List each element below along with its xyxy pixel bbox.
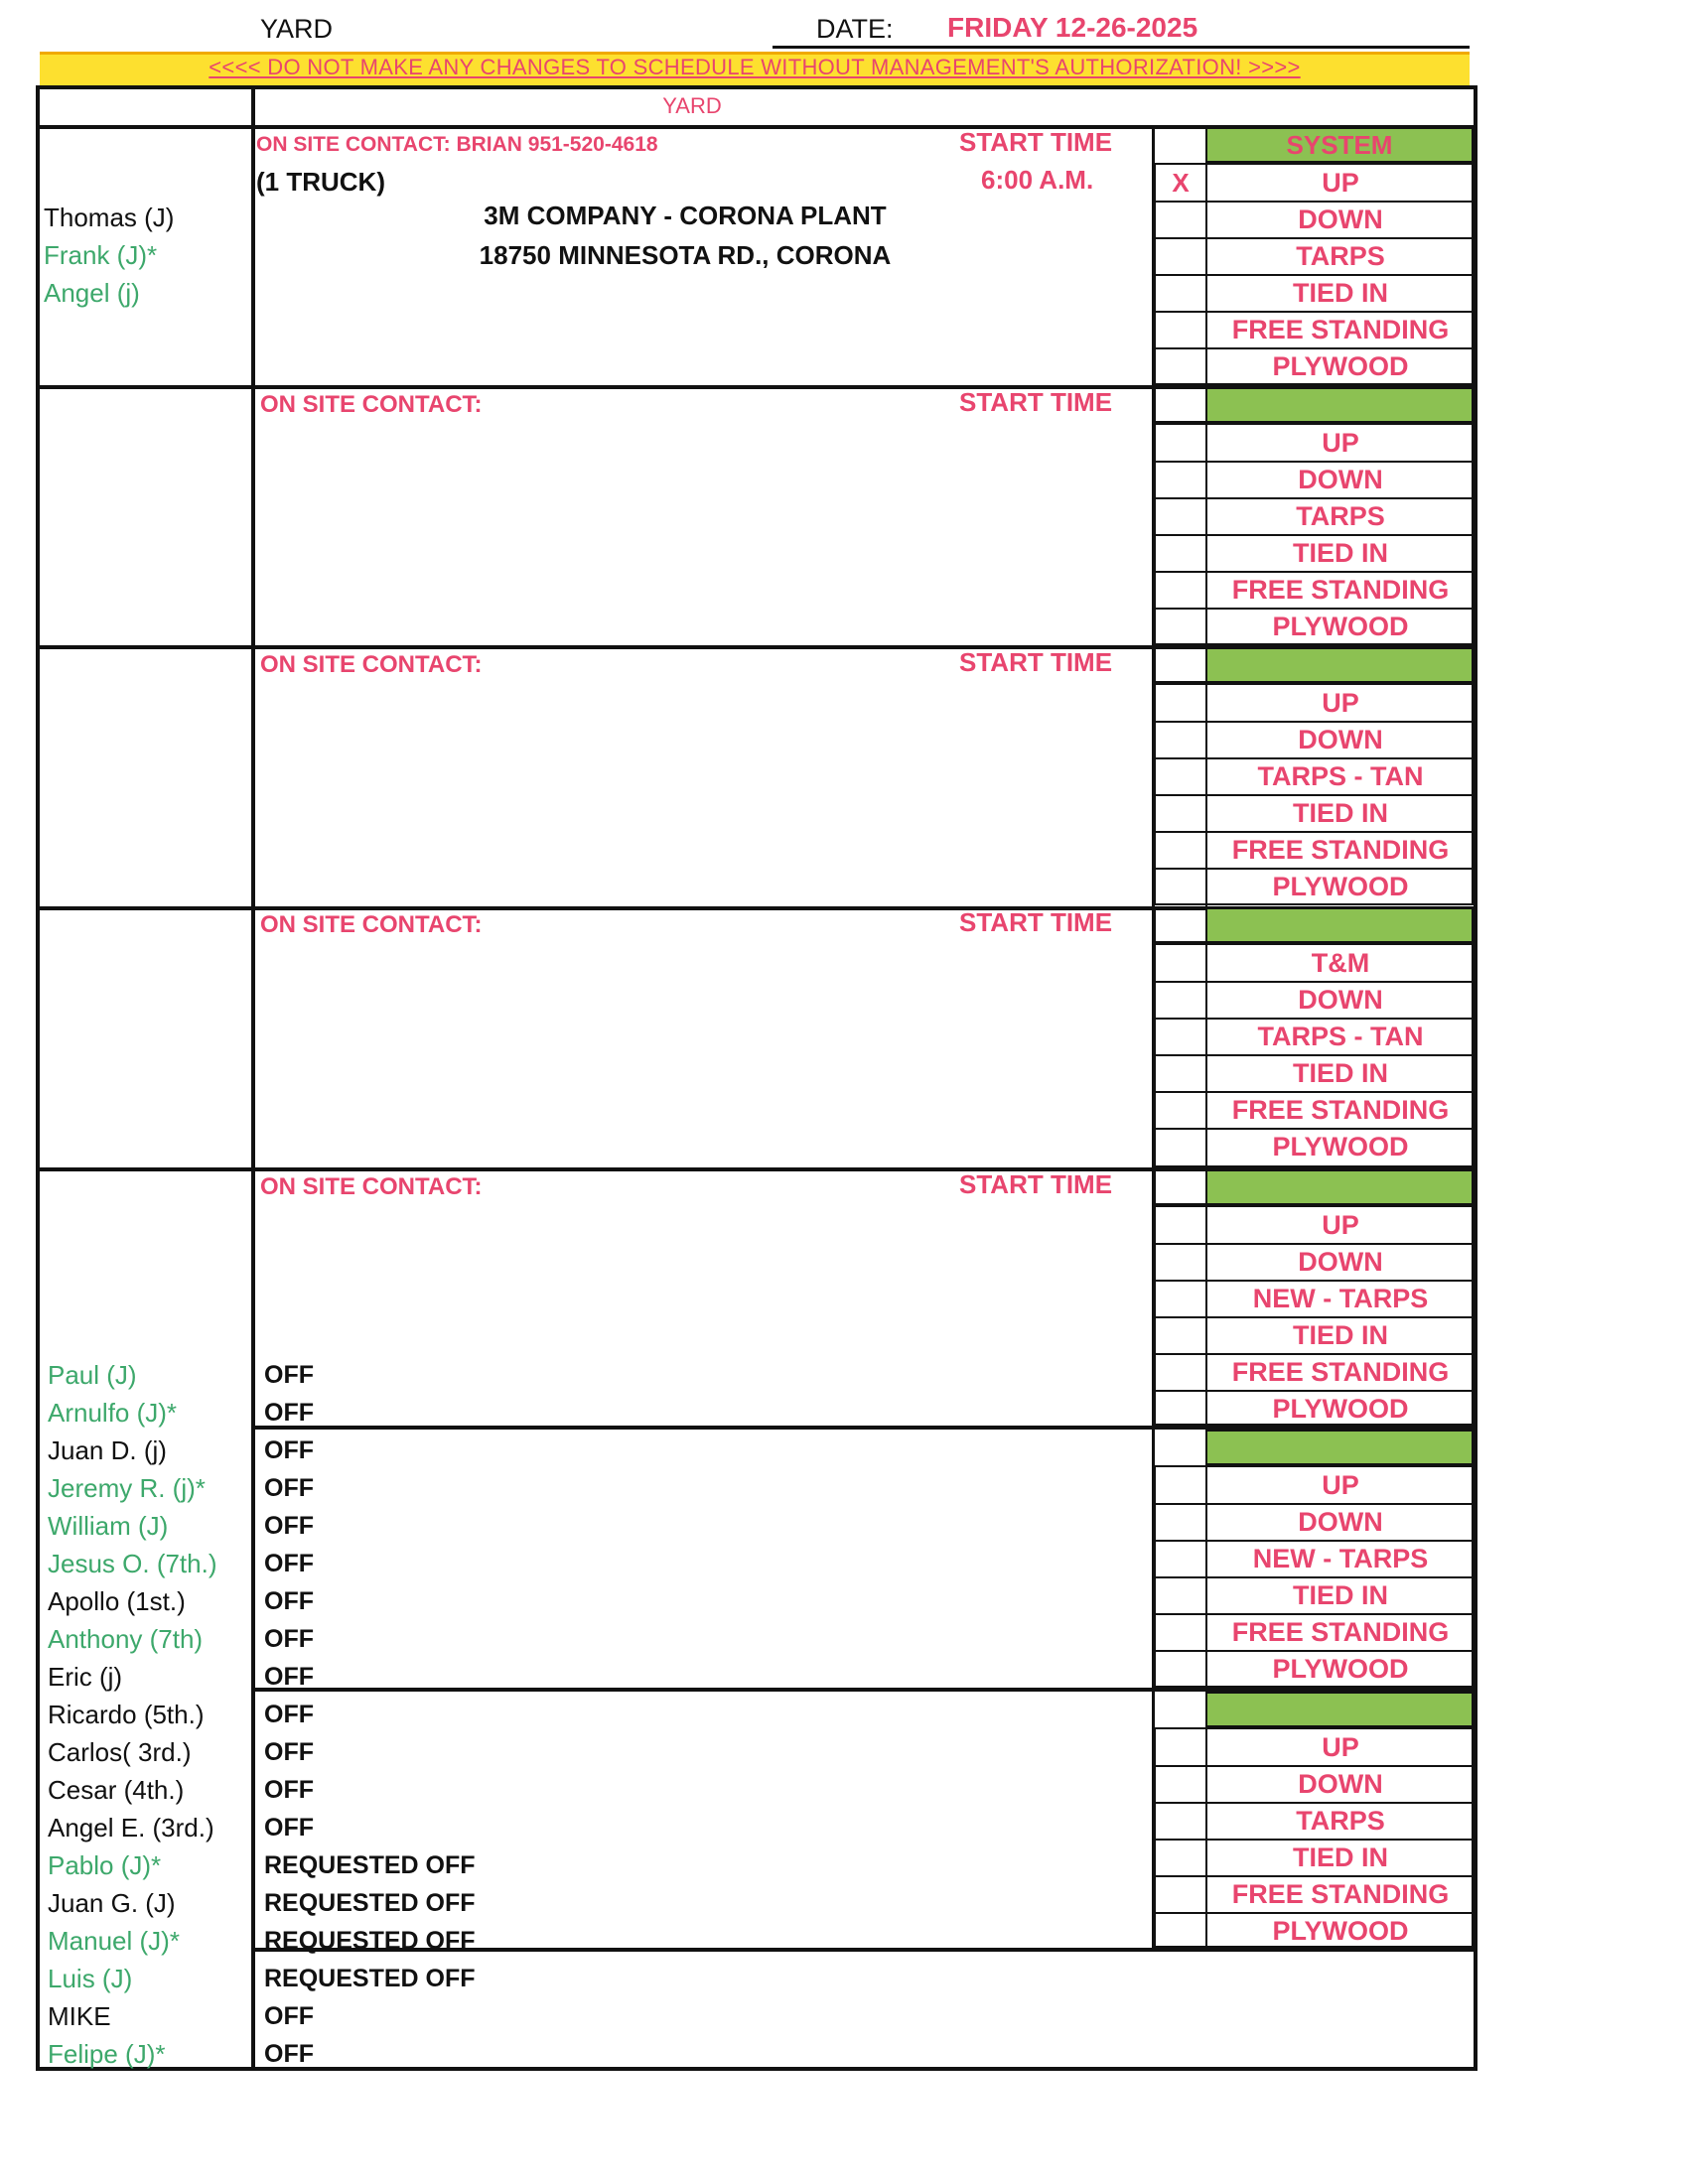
option-label: FREE STANDING: [1231, 575, 1450, 605]
roster-name: Pablo (J)*: [48, 1850, 162, 1880]
option-checkbox[interactable]: [1156, 1803, 1207, 1839]
roster-status: REQUESTED OFF: [264, 1889, 476, 1917]
roster-name: Jesus O. (7th.): [48, 1549, 217, 1578]
job1-contact: ON SITE CONTACT: BRIAN 951-520-4618: [256, 133, 658, 156]
option-row: [1156, 275, 1472, 313]
option-label: TIED IN: [1292, 1058, 1388, 1088]
option-label: FREE STANDING: [1231, 1879, 1450, 1909]
option-label: TARPS: [1296, 501, 1385, 531]
option-row: [1156, 869, 1472, 906]
yard-label: YARD: [260, 14, 334, 44]
option-row: [1156, 1840, 1472, 1877]
option-checkbox[interactable]: [1156, 685, 1207, 721]
option-checkbox[interactable]: [1156, 1207, 1207, 1243]
roster-status: REQUESTED OFF: [264, 1851, 476, 1879]
roster-status: OFF: [264, 1474, 314, 1502]
option-checkbox[interactable]: [1156, 1391, 1207, 1429]
option-row: [1156, 1281, 1472, 1318]
option-checkbox[interactable]: [1156, 572, 1207, 608]
option-label: FREE STANDING: [1231, 835, 1450, 865]
option-checkbox[interactable]: [1156, 1055, 1207, 1091]
roster-status: OFF: [264, 1361, 314, 1389]
job6-options: [1154, 1465, 1474, 1688]
option-checkbox[interactable]: [1156, 1541, 1207, 1576]
table-title: YARD: [662, 93, 722, 118]
roster-name: Manuel (J)*: [48, 1926, 180, 1956]
option-row: [1156, 535, 1472, 573]
option-checkbox[interactable]: [1156, 1614, 1207, 1650]
job4-start-label: START TIME: [959, 907, 1113, 937]
job1-start-label: START TIME: [959, 127, 1113, 157]
option-label: DOWN: [1298, 1507, 1383, 1537]
option-checkbox[interactable]: [1156, 462, 1207, 497]
roster-status: OFF: [264, 1625, 314, 1653]
job4-contact: ON SITE CONTACT:: [260, 911, 483, 938]
roster-status: OFF: [264, 2002, 314, 2030]
option-label: TIED IN: [1292, 1320, 1388, 1350]
option-checkbox[interactable]: [1156, 425, 1207, 461]
job3-contact: ON SITE CONTACT:: [260, 651, 483, 678]
option-label: DOWN: [1298, 985, 1383, 1015]
option-row: [1156, 165, 1472, 203]
option-row: [1156, 1317, 1472, 1355]
option-checkbox[interactable]: [1156, 1354, 1207, 1390]
roster-status: OFF: [264, 1814, 314, 1842]
roster-name: Cesar (4th.): [48, 1775, 185, 1805]
option-checkbox[interactable]: [1156, 1281, 1207, 1316]
crew-member: Angel (j): [44, 278, 140, 308]
option-checkbox[interactable]: [1156, 202, 1207, 237]
option-checkbox[interactable]: [1156, 1504, 1207, 1540]
job7-options: [1154, 1727, 1474, 1948]
option-row: [1156, 832, 1472, 870]
job7-header-bar: [1205, 1692, 1474, 1727]
option-row: [1156, 795, 1472, 833]
job1-company: 3M COMPANY - CORONA PLANT: [484, 201, 887, 230]
roster-status: OFF: [264, 1776, 314, 1804]
roster-status: OFF: [264, 1663, 314, 1691]
date-underline: [773, 46, 1470, 49]
option-checkbox[interactable]: [1156, 758, 1207, 794]
option-row: [1156, 1614, 1472, 1652]
option-checkbox[interactable]: [1156, 722, 1207, 757]
option-row: [1156, 758, 1472, 796]
option-row: [1156, 238, 1472, 276]
option-label: TARPS - TAN: [1257, 1022, 1424, 1051]
roster-status: OFF: [264, 1701, 314, 1728]
option-label: UP: [1322, 168, 1359, 198]
option-checkbox[interactable]: [1156, 1019, 1207, 1054]
job3-options: [1154, 683, 1474, 905]
job2-header-square: [1154, 387, 1207, 423]
job1-start-value: 6:00 A.M.: [981, 165, 1094, 195]
option-label: UP: [1322, 1732, 1359, 1762]
job2-start-label: START TIME: [959, 387, 1113, 417]
option-row: [1156, 425, 1472, 463]
option-label: T&M: [1311, 948, 1370, 978]
job1-address: 18750 MINNESOTA RD., CORONA: [479, 240, 892, 270]
roster-status: OFF: [264, 1399, 314, 1427]
option-row: [1156, 1803, 1472, 1841]
option-label: UP: [1322, 428, 1359, 458]
option-checkbox[interactable]: [1156, 945, 1207, 981]
option-label: UP: [1322, 688, 1359, 718]
job4-options: [1154, 943, 1474, 1167]
roster-status: REQUESTED OFF: [264, 1965, 476, 1992]
roster-name: MIKE: [48, 2001, 111, 2031]
option-row: [1156, 1055, 1472, 1093]
option-label: TIED IN: [1292, 278, 1388, 308]
option-label: FREE STANDING: [1231, 1095, 1450, 1125]
option-row: [1156, 1913, 1472, 1951]
option-row: [1156, 462, 1472, 499]
job5-contact: ON SITE CONTACT:: [260, 1173, 483, 1200]
job1-trucks: (1 TRUCK): [256, 167, 385, 197]
option-label: DOWN: [1298, 1769, 1383, 1799]
option-label: TIED IN: [1292, 798, 1388, 828]
roster-names: [48, 1356, 217, 2073]
job5-start-label: START TIME: [959, 1169, 1113, 1199]
job3-header-square: [1154, 647, 1207, 683]
roster-name: Ricardo (5th.): [48, 1700, 205, 1729]
date-label: DATE:: [816, 14, 894, 44]
option-checkbox[interactable]: X: [1156, 165, 1207, 201]
roster-status: OFF: [264, 1587, 314, 1615]
option-row: [1156, 609, 1472, 646]
option-label: PLYWOOD: [1272, 872, 1409, 901]
option-row: [1156, 722, 1472, 759]
job5-header-bar: [1205, 1169, 1474, 1205]
job3-header-bar: [1205, 647, 1474, 683]
option-label: TIED IN: [1292, 1843, 1388, 1872]
system-header-bar: SYSTEM: [1205, 127, 1474, 163]
option-checkbox[interactable]: [1156, 1913, 1207, 1951]
option-checkbox[interactable]: [1156, 312, 1207, 347]
option-label: TARPS - TAN: [1257, 761, 1424, 791]
job6-header-bar: [1205, 1430, 1474, 1465]
option-row: [1156, 1729, 1472, 1767]
option-label: FREE STANDING: [1231, 1617, 1450, 1647]
option-row: [1156, 1244, 1472, 1282]
option-row: [1156, 1129, 1472, 1166]
option-label: PLYWOOD: [1272, 1916, 1409, 1946]
option-label: PLYWOOD: [1272, 612, 1409, 641]
option-label: FREE STANDING: [1231, 315, 1450, 344]
option-row: [1156, 1207, 1472, 1245]
option-checkbox[interactable]: [1156, 1317, 1207, 1353]
roster-name: William (J): [48, 1511, 169, 1541]
crew-member: Frank (J)*: [44, 240, 158, 270]
option-label: TARPS: [1296, 241, 1385, 271]
roster-name: Luis (J): [48, 1964, 133, 1993]
option-checkbox[interactable]: [1156, 982, 1207, 1018]
option-row: [1156, 202, 1472, 239]
job4-header-bar: [1205, 907, 1474, 943]
option-label: DOWN: [1298, 725, 1383, 754]
option-row: [1156, 1019, 1472, 1056]
option-row: [1156, 1651, 1472, 1689]
option-row: [1156, 1354, 1472, 1392]
job2-header-bar: [1205, 387, 1474, 423]
option-row: [1156, 572, 1472, 610]
option-label: TIED IN: [1292, 538, 1388, 568]
roster-name: Juan D. (j): [48, 1435, 167, 1465]
job1-options: [1154, 163, 1474, 385]
option-row: [1156, 1391, 1472, 1429]
option-row: [1156, 1766, 1472, 1804]
job1-crew: [44, 199, 174, 312]
job2-contact: ON SITE CONTACT:: [260, 391, 483, 418]
roster-name: Felipe (J)*: [48, 2039, 166, 2069]
option-checkbox[interactable]: [1156, 1876, 1207, 1912]
roster-name: Eric (j): [48, 1662, 123, 1692]
option-row: [1156, 1467, 1472, 1505]
job3-start-label: START TIME: [959, 647, 1113, 677]
option-checkbox[interactable]: [1156, 795, 1207, 831]
option-row: [1156, 498, 1472, 536]
roster-status: OFF: [264, 1550, 314, 1577]
roster-name: Juan G. (J): [48, 1888, 176, 1918]
option-checkbox[interactable]: [1156, 1092, 1207, 1128]
option-label: FREE STANDING: [1231, 1357, 1450, 1387]
option-checkbox[interactable]: [1156, 1729, 1207, 1765]
option-checkbox[interactable]: [1156, 1651, 1207, 1689]
option-checkbox[interactable]: [1156, 275, 1207, 311]
option-label: DOWN: [1298, 1247, 1383, 1277]
option-row: [1156, 1577, 1472, 1615]
option-label: TARPS: [1296, 1806, 1385, 1836]
roster-name: Angel E. (3rd.): [48, 1813, 214, 1843]
option-checkbox[interactable]: [1156, 1467, 1207, 1503]
roster-name: Anthony (7th): [48, 1624, 204, 1654]
option-row: [1156, 1504, 1472, 1542]
date-value: FRIDAY 12-26-2025: [947, 12, 1198, 43]
roster-status: OFF: [264, 1436, 314, 1464]
roster-name: Apollo (1st.): [48, 1586, 186, 1616]
option-label: DOWN: [1298, 465, 1383, 494]
option-checkbox[interactable]: [1156, 498, 1207, 534]
roster-name: Jeremy R. (j)*: [48, 1473, 206, 1503]
names-column-divider: [251, 85, 255, 2071]
option-label: NEW - TARPS: [1252, 1284, 1429, 1313]
option-checkbox[interactable]: [1156, 609, 1207, 646]
option-label: PLYWOOD: [1272, 1132, 1409, 1161]
option-row: [1156, 1876, 1472, 1914]
roster-name: Arnulfo (J)*: [48, 1398, 178, 1428]
option-checkbox[interactable]: [1156, 1129, 1207, 1166]
roster-status: OFF: [264, 1512, 314, 1540]
option-row: [1156, 685, 1472, 723]
option-row: [1156, 348, 1472, 386]
crew-member: Thomas (J): [44, 203, 175, 232]
option-label: DOWN: [1298, 205, 1383, 234]
option-checkbox[interactable]: [1156, 1840, 1207, 1875]
job5-options: [1154, 1205, 1474, 1426]
option-label: TIED IN: [1292, 1580, 1388, 1610]
warning-banner: <<<< DO NOT MAKE ANY CHANGES TO SCHEDULE WITHOUT MANAGEMENT'S AUTHORIZATION! >>>>: [40, 52, 1470, 88]
roster-name: Carlos( 3rd.): [48, 1737, 192, 1767]
option-checkbox[interactable]: [1156, 238, 1207, 274]
option-label: PLYWOOD: [1272, 351, 1409, 381]
option-checkbox[interactable]: [1156, 832, 1207, 868]
option-row: [1156, 1092, 1472, 1130]
option-checkbox[interactable]: [1156, 348, 1207, 386]
option-checkbox[interactable]: [1156, 1766, 1207, 1802]
option-checkbox[interactable]: [1156, 869, 1207, 906]
job2-options: [1154, 423, 1474, 645]
option-label: PLYWOOD: [1272, 1394, 1409, 1424]
option-row: [1156, 1541, 1472, 1578]
option-label: NEW - TARPS: [1252, 1544, 1429, 1573]
option-row: [1156, 312, 1472, 349]
job5-header-square: [1154, 1169, 1207, 1205]
roster-status: OFF: [264, 1738, 314, 1766]
option-label: UP: [1322, 1470, 1359, 1500]
option-checkbox[interactable]: [1156, 535, 1207, 571]
roster-status: REQUESTED OFF: [264, 1927, 476, 1955]
option-row: [1156, 945, 1472, 983]
roster-status: OFF: [264, 2040, 314, 2068]
option-checkbox[interactable]: [1156, 1244, 1207, 1280]
option-checkbox[interactable]: [1156, 1577, 1207, 1613]
roster-name: Paul (J): [48, 1360, 137, 1390]
option-row: [1156, 982, 1472, 1020]
option-label: PLYWOOD: [1272, 1654, 1409, 1684]
option-label: UP: [1322, 1210, 1359, 1240]
job4-header-square: [1154, 907, 1207, 943]
roster-statuses: [264, 1356, 476, 2073]
